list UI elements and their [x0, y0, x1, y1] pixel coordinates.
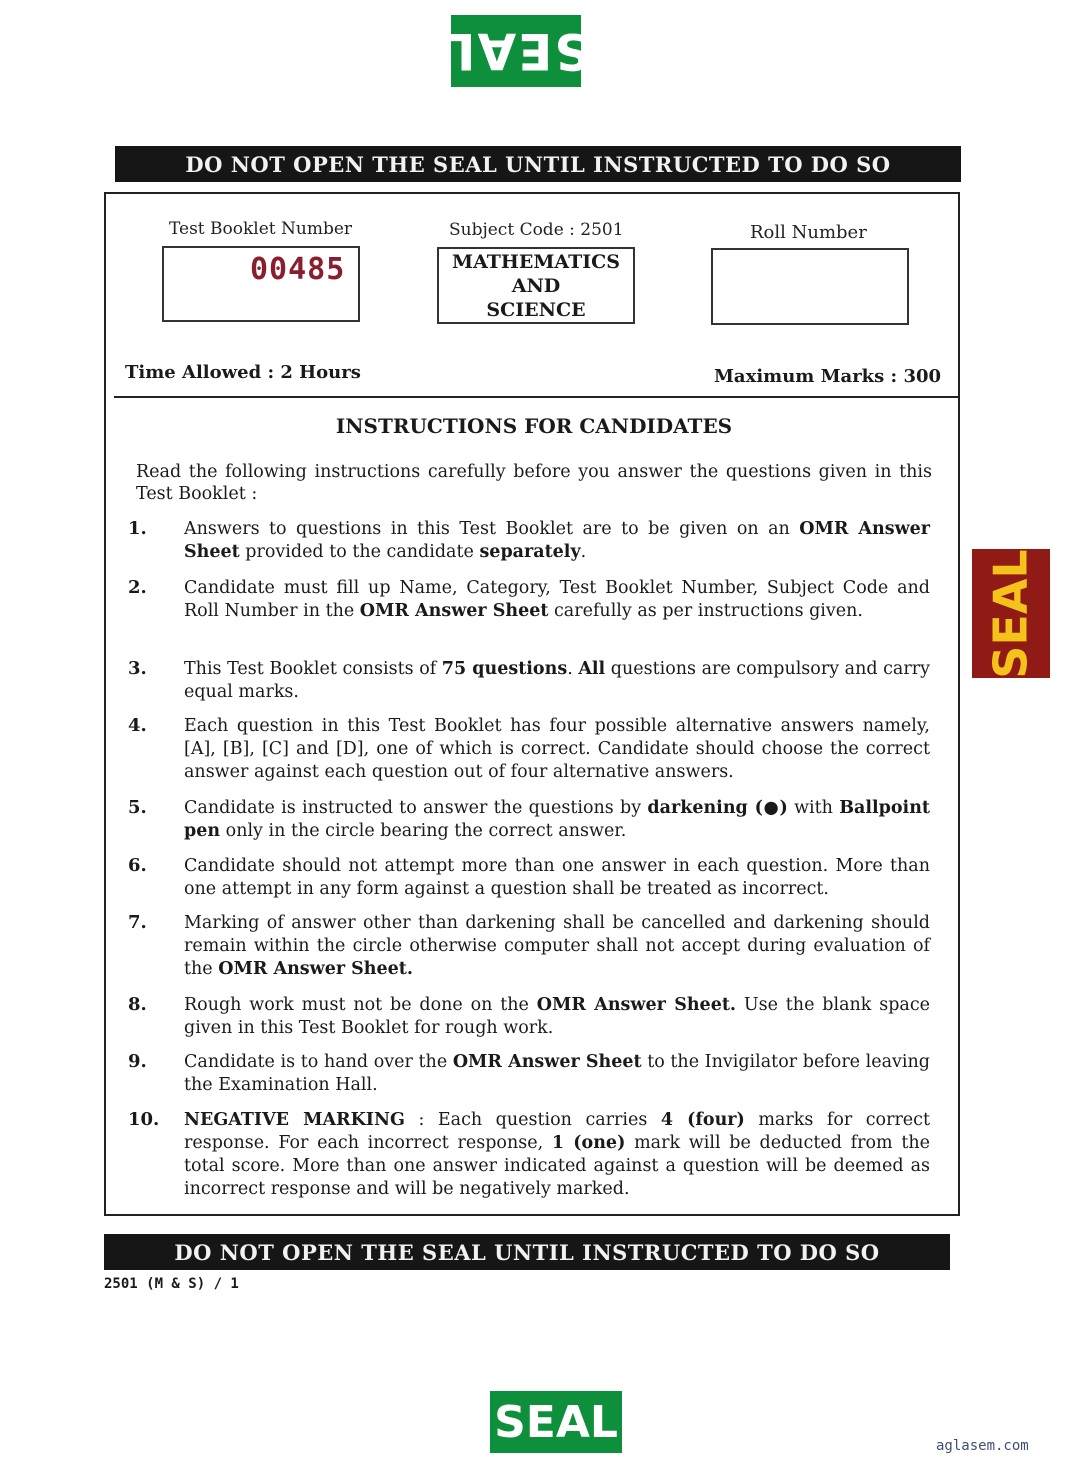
text-run: This Test Booklet consists of — [184, 659, 442, 679]
subject-line-1: MATHEMATICS — [452, 250, 620, 273]
text-run: : Each question carries — [404, 1110, 661, 1130]
booklet-number: 00485 — [250, 252, 346, 287]
emphasis-text: OMR Answer Sheet. — [218, 959, 413, 979]
warning-banner-top: DO NOT OPEN THE SEAL UNTIL INSTRUCTED TO DO SO — [115, 146, 961, 182]
instruction-text — [184, 855, 930, 901]
instruction-text — [184, 715, 930, 784]
instruction-text — [184, 518, 930, 564]
emphasis-text: All — [578, 659, 606, 679]
warning-banner-bottom: DO NOT OPEN THE SEAL UNTIL INSTRUCTED TO DO SO — [104, 1234, 950, 1270]
seal-right-text: SEAL — [984, 548, 1038, 679]
subject-line-2: AND — [511, 274, 561, 297]
instruction-text — [184, 797, 930, 843]
emphasis-text: OMR Answer Sheet — [184, 519, 930, 562]
emphasis-text: separately — [479, 542, 581, 562]
text-run: . — [567, 659, 579, 679]
watermark: aglasem.com — [936, 1438, 1029, 1454]
instructions-title: INSTRUCTIONS FOR CANDIDATES — [335, 414, 733, 438]
text-run: Rough work must not be done on the — [184, 995, 537, 1015]
maximum-marks: Maximum Marks : 300 — [714, 366, 942, 387]
emphasis-text: 75 questions — [441, 659, 568, 679]
text-run: provided to the candidate — [239, 542, 480, 562]
emphasis-text: NEGATIVE MARKING — [184, 1110, 405, 1130]
text-run: Candidate is to hand over the — [184, 1052, 453, 1072]
text-run: Candidate is instructed to answer the questions by — [184, 798, 648, 818]
text-run: to the Invigilator before leaving the Examination Hall. — [184, 1052, 931, 1095]
instruction-number: 4. — [128, 715, 147, 736]
instruction-text — [184, 658, 930, 704]
roll-number-box[interactable] — [711, 248, 909, 325]
instruction-text — [184, 912, 930, 981]
emphasis-text: 1 (one) — [551, 1133, 626, 1153]
instruction-number: 10. — [128, 1109, 160, 1130]
text-run: . — [580, 542, 587, 562]
instruction-text — [184, 577, 930, 623]
subject-code-label: Subject Code : 2501 — [449, 220, 624, 240]
emphasis-text: 4 (four) — [660, 1110, 745, 1130]
instructions-intro: Read the following instructions carefully before you answer the questions given in this Test Booklet : — [136, 462, 932, 504]
text-run: carefully as per instructions given. — [548, 601, 863, 621]
instruction-number: 2. — [128, 577, 147, 598]
seal-bottom: SEAL — [490, 1391, 622, 1453]
text-run: Answers to questions in this Test Booklet are to be given on an — [184, 519, 800, 539]
instruction-number: 3. — [128, 658, 147, 679]
instruction-text — [184, 1109, 930, 1201]
instruction-number: 7. — [128, 912, 147, 933]
emphasis-text: Ballpoint pen — [184, 798, 931, 841]
roll-number-label: Roll Number — [750, 222, 867, 243]
text-run: Use the blank space given in this Test Booklet for rough work. — [184, 995, 930, 1038]
instruction-number: 1. — [128, 518, 147, 539]
instruction-text — [184, 1051, 930, 1097]
instruction-text — [184, 994, 930, 1040]
instruction-number: 8. — [128, 994, 147, 1015]
booklet-number-label: Test Booklet Number — [169, 219, 353, 239]
text-run: questions are compulsory and carry equal marks. — [184, 659, 930, 702]
emphasis-text: OMR Answer Sheet — [359, 601, 549, 621]
text-run: only in the circle bearing the correct answer. — [220, 821, 627, 841]
subject-line-3: SCIENCE — [486, 298, 586, 321]
seal-right — [972, 549, 1050, 678]
subject-box — [437, 247, 635, 324]
instruction-number: 9. — [128, 1051, 147, 1072]
text-run: with — [787, 798, 840, 818]
time-allowed: Time Allowed : 2 Hours — [125, 362, 361, 383]
text-run: marks for correct response. For each incorrect response, — [184, 1110, 930, 1153]
text-run: Candidate should not attempt more than one answer in each question. More than one attempt in any form against a question shall be treated as incorrect. — [184, 856, 930, 899]
emphasis-text: darkening (●) — [647, 798, 788, 818]
text-run: Marking of answer other than darkening shall be cancelled and darkening should remain within the circle otherwise computer shall not accept during evaluation of the — [184, 913, 930, 979]
text-run: Each question in this Test Booklet has four possible alternative answers namely, [A], [B], [C] and [D], one of which is correct. Candidate should choose the correct answer against each question out of four alternative answers. — [184, 716, 930, 782]
text-run: mark will be deducted from the total score. More than one answer indicated against a question will be deemed as incorrect response and will be negatively marked. — [184, 1133, 930, 1199]
footer-page-code: 2501 (M & S) / 1 — [104, 1276, 239, 1292]
emphasis-text: OMR Answer Sheet — [452, 1052, 642, 1072]
seal-top: SEAL — [451, 15, 581, 87]
emphasis-text: OMR Answer Sheet. — [536, 995, 737, 1015]
text-run: Candidate must fill up Name, Category, Test Booklet Number, Subject Code and Roll Number in the — [184, 578, 930, 621]
instruction-number: 5. — [128, 797, 147, 818]
instruction-number: 6. — [128, 855, 147, 876]
